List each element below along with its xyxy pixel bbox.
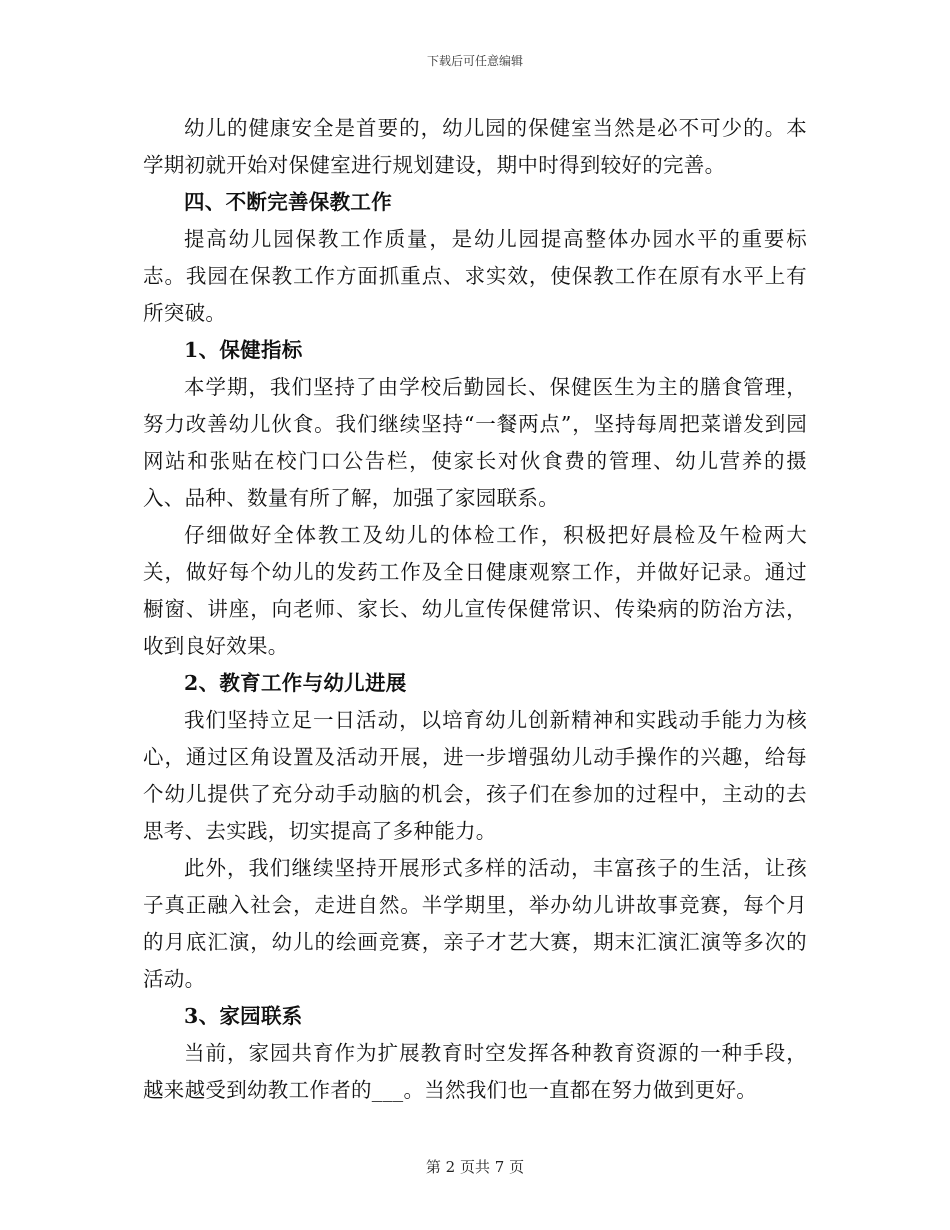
document-body [143,110,807,1109]
paragraph-health-room: 幼儿的健康安全是首要的，幼儿园的保健室当然是必不可少的。本学期初就开始对保健室进行规划建设，期中时得到较好的完善。 [143,116,807,177]
heading-education-progress: 2、教育工作与幼儿进展 [184,671,407,695]
paragraph-health-checks: 仔细做好全体教工及幼儿的体检工作，积极把好晨检及午检两大关，做好每个幼儿的发药工作及全日健康观察工作，并做好记录。通过橱窗、讲座，向老师、家长、幼儿宣传保健常识、传染病的防治方法，收到良好效果。 [143,523,807,658]
page-footer: 第 2 页共 7 页 [425,1158,525,1176]
heading-health-indicators: 1、保健指标 [184,338,303,362]
paragraph-meal-management: 本学期，我们坚持了由学校后勤园长、保健医生为主的膳食管理，努力改善幼儿伙食。我们继续坚持“一餐两点”，坚持每周把菜谱发到园网站和张贴在校门口公告栏，使家长对伙食费的管理、幼儿营养的摄入、品种、数量有所了解，加强了家园联系。 [143,375,807,510]
paragraph-care-quality: 提高幼儿园保教工作质量，是幼儿园提高整体办园水平的重要标志。我园在保教工作方面抓重点、求实效，使保教工作在原有水平上有所突破。 [143,227,807,325]
paragraph-daily-activities: 我们坚持立足一日活动，以培育幼儿创新精神和实践动手能力为核心，通过区角设置及活动开展，进一步增强幼儿动手操作的兴趣，给每个幼儿提供了充分动手动脑的机会，孩子们在参加的过程中，主动的去思考、去实践，切实提高了多种能力。 [143,708,807,843]
paragraph-diverse-activities: 此外，我们继续坚持开展形式多样的活动，丰富孩子的生活，让孩子真正融入社会，走进自然。半学期里，举办幼儿讲故事竞赛，每个月的月底汇演，幼儿的绘画竞赛，亲子才艺大赛，期末汇演汇演等多次的活动。 [143,856,807,991]
heading-home-school-contact: 3、家园联系 [184,1004,303,1028]
page-header: 下载后可任意编辑 [426,54,523,68]
paragraph-co-education: 当前，家园共育作为扩展教育时空发挥各种教育资源的一种手段，越来越受到幼教工作者的___。当然我们也一直都在努力做到更好。 [143,1041,807,1102]
heading-section-four: 四、不断完善保教工作 [184,190,392,214]
